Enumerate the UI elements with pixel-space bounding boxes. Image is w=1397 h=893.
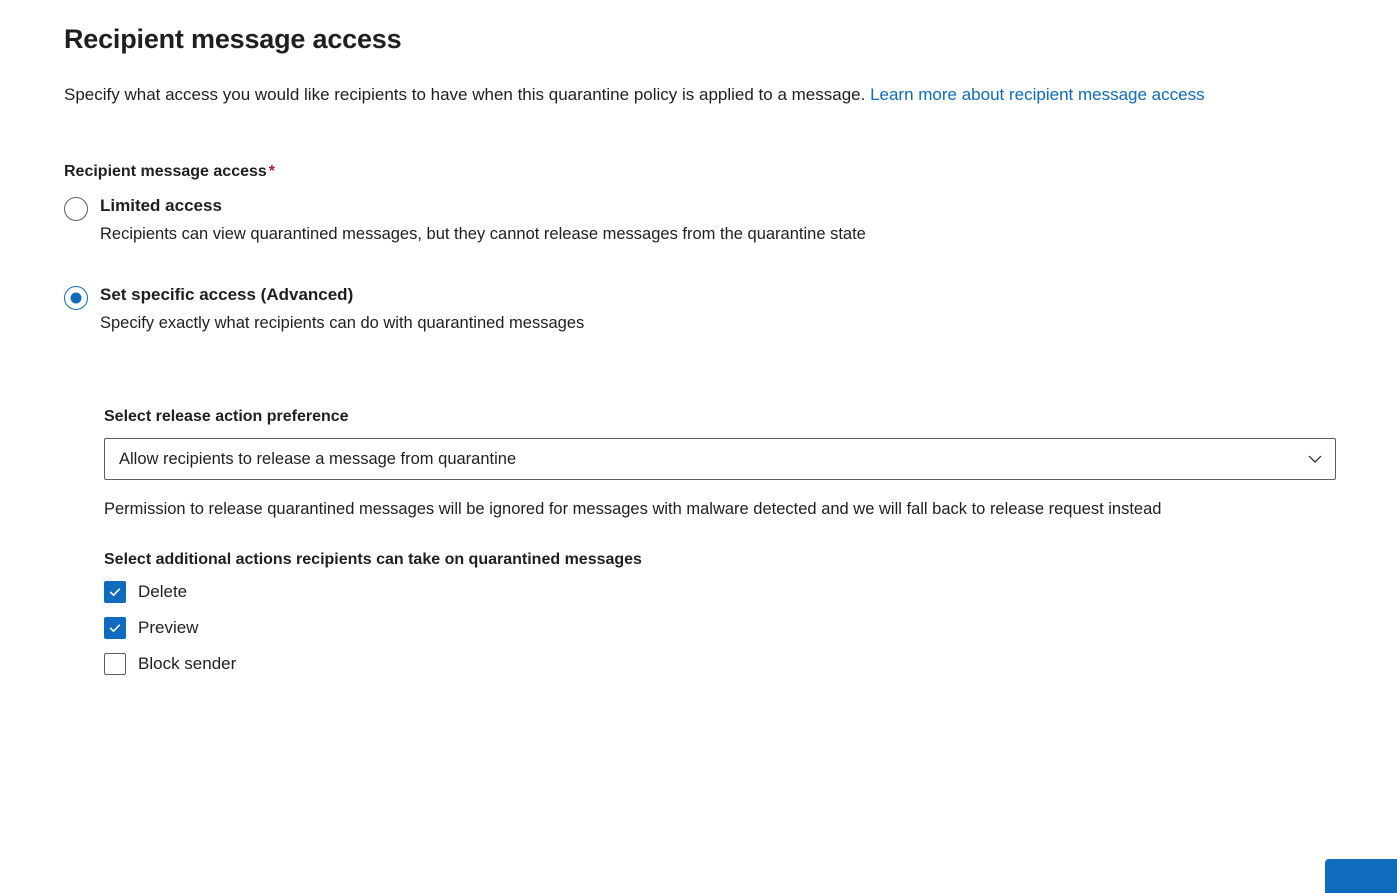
radio-icon-limited-access[interactable] — [64, 197, 88, 221]
radio-option-limited-access[interactable] — [64, 195, 1337, 248]
checkbox-block-sender[interactable] — [104, 653, 126, 675]
radio-label-set-specific-access: Set specific access (Advanced) — [100, 284, 354, 304]
page-title: Recipient message access — [64, 24, 402, 54]
additional-actions-checkbox-group — [104, 581, 1337, 675]
checkbox-row-delete[interactable] — [104, 581, 1337, 603]
checkbox-row-block-sender[interactable] — [104, 653, 1337, 675]
required-asterisk: * — [268, 163, 276, 181]
radio-option-limited-access-texts — [100, 195, 866, 248]
checkbox-preview[interactable] — [104, 617, 126, 639]
intro-text: Specify what access you would like recipients to have when this quarantine policy is applied to a message. — [64, 85, 871, 104]
checkbox-label-preview: Preview — [138, 617, 199, 637]
intro-paragraph — [64, 81, 1337, 109]
radio-description-limited-access: Recipients can view quarantined messages, but they cannot release messages from the quarantine state — [100, 225, 866, 244]
chevron-down-icon — [1307, 451, 1323, 467]
recipient-message-access-radio-group — [64, 195, 1337, 336]
checkbox-row-preview[interactable] — [104, 617, 1337, 639]
release-action-helper-text: Permission to release quarantined messages will be ignored for messages with malware detected and we will fall back to release request instead — [104, 500, 1162, 519]
checkbox-label-block-sender: Block sender — [138, 653, 237, 673]
radio-icon-set-specific-access[interactable] — [64, 286, 88, 310]
advanced-access-panel — [64, 408, 1337, 674]
release-action-dropdown[interactable] — [104, 438, 1336, 480]
radio-option-set-specific-access-texts — [100, 284, 584, 337]
release-action-selected-value: Allow recipients to release a message from quarantine — [119, 449, 517, 468]
field-label — [64, 163, 1337, 181]
checkbox-label-delete: Delete — [138, 581, 188, 601]
release-action-label: Select release action preference — [104, 408, 349, 426]
additional-actions-label: Select additional actions recipients can take on quarantined messages — [104, 550, 642, 568]
field-label-text: Recipient message access — [64, 163, 267, 181]
learn-more-link[interactable]: Learn more about recipient message access — [870, 85, 1205, 104]
radio-label-limited-access: Limited access — [100, 196, 222, 216]
radio-description-set-specific-access: Specify exactly what recipients can do with quarantined messages — [100, 313, 585, 332]
bottom-right-accent-tab[interactable] — [1325, 859, 1397, 893]
checkbox-delete[interactable] — [104, 581, 126, 603]
radio-option-set-specific-access[interactable] — [64, 284, 1337, 337]
